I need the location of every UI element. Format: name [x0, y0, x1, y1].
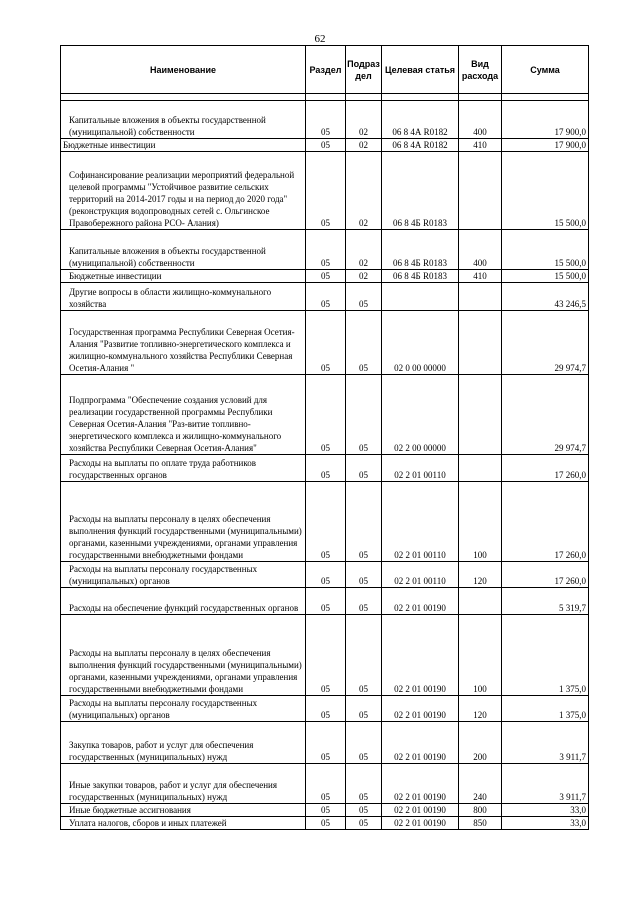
row-subsection-cell: 05	[346, 817, 382, 830]
row-name-cell: Уплата налогов, сборов и иных платежей	[61, 817, 306, 830]
row-sum-cell: 17 260,0	[502, 482, 589, 562]
row-name-cell: Иные закупки товаров, работ и услуг для обеспечения государственных (муниципальных) нужд	[61, 764, 306, 804]
row-target-cell: 06 8 4А R0182	[382, 139, 459, 152]
row-section-cell: 05	[306, 101, 346, 139]
row-sum-cell: 33,0	[502, 817, 589, 830]
row-section-cell: 05	[306, 615, 346, 696]
row-subsection-cell: 05	[346, 804, 382, 817]
page-number: 62	[314, 33, 326, 45]
row-target-cell: 06 8 4Б R0183	[382, 230, 459, 270]
budget-table	[60, 45, 589, 830]
table-row	[61, 615, 589, 696]
table-row	[61, 270, 589, 283]
row-target-cell: 02 2 01 00190	[382, 588, 459, 615]
row-sum-cell: 15 500,0	[502, 230, 589, 270]
row-name-cell: Закупка товаров, работ и услуг для обеспечения государственных (муниципальных) нужд	[61, 722, 306, 764]
row-target-cell: 06 8 4Б R0183	[382, 152, 459, 230]
row-sum-cell: 17 260,0	[502, 562, 589, 588]
row-name-cell: Софинансирование реализации мероприятий федеральной целевой программы "Устойчивое развитие сельских территорий на 2014-2017 годы и на период до 2020 года" (реконструкция водопроводных сетей с. Ольгинское Правобережного района РСО- Алания)	[61, 152, 306, 230]
table-row	[61, 804, 589, 817]
row-subsection-cell: 05	[346, 482, 382, 562]
row-section-cell: 05	[306, 562, 346, 588]
row-subsection-cell: 05	[346, 764, 382, 804]
row-expense-type-cell	[459, 455, 502, 482]
table-row	[61, 562, 589, 588]
row-target-cell: 02 2 01 00190	[382, 817, 459, 830]
row-expense-type-cell	[459, 283, 502, 311]
row-target-cell: 02 2 01 00110	[382, 455, 459, 482]
row-sum-cell: 43 246,5	[502, 283, 589, 311]
row-sum-cell: 5 319,7	[502, 588, 589, 615]
row-section-cell: 05	[306, 152, 346, 230]
row-subsection-cell: 05	[346, 588, 382, 615]
row-expense-type-cell	[459, 311, 502, 375]
row-name-cell: Расходы на обеспечение функций государственных органов	[61, 588, 306, 615]
row-name-cell: Государственная программа Республики Северная Осетия-Алания "Развитие топливно-энергетического комплекса и жилищно-коммунального хозяйства Республики Северная Осетия-Алания "	[61, 311, 306, 375]
table-row	[61, 588, 589, 615]
row-subsection-cell: 05	[346, 722, 382, 764]
row-expense-type-cell: 240	[459, 764, 502, 804]
row-name-cell: Расходы на выплаты по оплате труда работников государственных органов	[61, 455, 306, 482]
row-expense-type-cell: 850	[459, 817, 502, 830]
row-sum-cell: 29 974,7	[502, 375, 589, 455]
row-name-cell: Бюджетные инвестиции	[61, 139, 306, 152]
row-subsection-cell: 05	[346, 311, 382, 375]
header-expense-type: Вид расхода	[459, 46, 502, 94]
row-section-cell: 05	[306, 230, 346, 270]
row-subsection-cell: 02	[346, 270, 382, 283]
table-row	[61, 696, 589, 722]
row-target-cell: 02 2 01 00110	[382, 482, 459, 562]
row-target-cell: 02 2 01 00190	[382, 615, 459, 696]
table-row	[61, 764, 589, 804]
row-expense-type-cell: 100	[459, 482, 502, 562]
row-section-cell: 05	[306, 455, 346, 482]
row-section-cell: 05	[306, 311, 346, 375]
row-sum-cell: 3 911,7	[502, 764, 589, 804]
row-subsection-cell: 05	[346, 375, 382, 455]
row-sum-cell: 3 911,7	[502, 722, 589, 764]
row-expense-type-cell	[459, 588, 502, 615]
row-expense-type-cell	[459, 375, 502, 455]
row-target-cell: 02 2 01 00190	[382, 722, 459, 764]
row-sum-cell: 17 900,0	[502, 139, 589, 152]
row-sum-cell: 33,0	[502, 804, 589, 817]
table-row	[61, 283, 589, 311]
table-row	[61, 152, 589, 230]
row-name-cell: Подпрограмма "Обеспечение создания условий для реализации государственной программы Республики Северная Осетия-Алания "Раз-витие топливно-энергетического комплекса и жилищно-коммунального хозяйства Республики Северная Осетия-Алания"	[61, 375, 306, 455]
row-sum-cell: 17 900,0	[502, 101, 589, 139]
row-subsection-cell: 02	[346, 152, 382, 230]
row-sum-cell: 15 500,0	[502, 270, 589, 283]
table-row	[61, 722, 589, 764]
row-name-cell: Иные бюджетные ассигнования	[61, 804, 306, 817]
row-target-cell: 02 2 01 00110	[382, 562, 459, 588]
row-sum-cell: 15 500,0	[502, 152, 589, 230]
row-section-cell: 05	[306, 283, 346, 311]
row-expense-type-cell: 200	[459, 722, 502, 764]
table-row	[61, 455, 589, 482]
row-subsection-cell: 05	[346, 562, 382, 588]
row-name-cell: Расходы на выплаты персоналу в целях обеспечения выполнения функций государственными (муниципальными) органами, казенными учреждениями, органами управления государственными внебюджетными фондами	[61, 615, 306, 696]
row-section-cell: 05	[306, 764, 346, 804]
row-subsection-cell: 02	[346, 101, 382, 139]
row-target-cell: 02 2 01 00190	[382, 696, 459, 722]
row-section-cell: 05	[306, 804, 346, 817]
row-name-cell: Бюджетные инвестиции	[61, 270, 306, 283]
row-section-cell: 05	[306, 375, 346, 455]
row-target-cell: 02 2 01 00190	[382, 804, 459, 817]
row-subsection-cell: 05	[346, 283, 382, 311]
row-section-cell: 05	[306, 722, 346, 764]
row-subsection-cell: 02	[346, 139, 382, 152]
row-sum-cell: 29 974,7	[502, 311, 589, 375]
table-row	[61, 482, 589, 562]
row-section-cell: 05	[306, 817, 346, 830]
row-target-cell: 02 2 00 00000	[382, 375, 459, 455]
table-row	[61, 139, 589, 152]
table-row	[61, 101, 589, 139]
row-sum-cell: 17 260,0	[502, 455, 589, 482]
header-subsection: Подраз дел	[346, 46, 382, 94]
row-target-cell	[382, 283, 459, 311]
row-expense-type-cell: 410	[459, 139, 502, 152]
row-target-cell: 02 2 01 00190	[382, 764, 459, 804]
row-sum-cell: 1 375,0	[502, 696, 589, 722]
table-body	[61, 101, 589, 830]
header-section: Раздел	[306, 46, 346, 94]
row-target-cell: 02 0 00 00000	[382, 311, 459, 375]
table-row	[61, 230, 589, 270]
header-name: Наименование	[61, 46, 306, 94]
row-name-cell: Расходы на выплаты персоналу государственных (муниципальных) органов	[61, 696, 306, 722]
row-subsection-cell: 02	[346, 230, 382, 270]
row-name-cell: Капитальные вложения в объекты государственной (муниципальной) собственности	[61, 101, 306, 139]
row-section-cell: 05	[306, 139, 346, 152]
row-expense-type-cell: 120	[459, 562, 502, 588]
table-row	[61, 375, 589, 455]
row-name-cell: Другие вопросы в области жилищно-коммунального хозяйства	[61, 283, 306, 311]
row-expense-type-cell: 410	[459, 270, 502, 283]
header-target: Целевая статья	[382, 46, 459, 94]
table-row	[61, 817, 589, 830]
row-section-cell: 05	[306, 696, 346, 722]
row-target-cell: 06 8 4Б R0183	[382, 270, 459, 283]
row-sum-cell: 1 375,0	[502, 615, 589, 696]
row-target-cell: 06 8 4А R0182	[382, 101, 459, 139]
header-gap-row	[61, 94, 589, 101]
table-header-row	[61, 46, 589, 94]
row-subsection-cell: 05	[346, 615, 382, 696]
row-expense-type-cell: 400	[459, 230, 502, 270]
table-row	[61, 311, 589, 375]
row-expense-type-cell: 800	[459, 804, 502, 817]
row-expense-type-cell	[459, 152, 502, 230]
row-expense-type-cell: 400	[459, 101, 502, 139]
row-name-cell: Капитальные вложения в объекты государственной (муниципальной) собственности	[61, 230, 306, 270]
row-section-cell: 05	[306, 270, 346, 283]
header-sum: Сумма	[502, 46, 589, 94]
row-section-cell: 05	[306, 588, 346, 615]
row-subsection-cell: 05	[346, 696, 382, 722]
row-name-cell: Расходы на выплаты персоналу в целях обеспечения выполнения функций государственными (муниципальными) органами, казенными учреждениями, органами управления государственными внебюджетными фондами	[61, 482, 306, 562]
row-section-cell: 05	[306, 482, 346, 562]
row-name-cell: Расходы на выплаты персоналу государственных (муниципальных) органов	[61, 562, 306, 588]
row-expense-type-cell: 100	[459, 615, 502, 696]
row-expense-type-cell: 120	[459, 696, 502, 722]
row-subsection-cell: 05	[346, 455, 382, 482]
